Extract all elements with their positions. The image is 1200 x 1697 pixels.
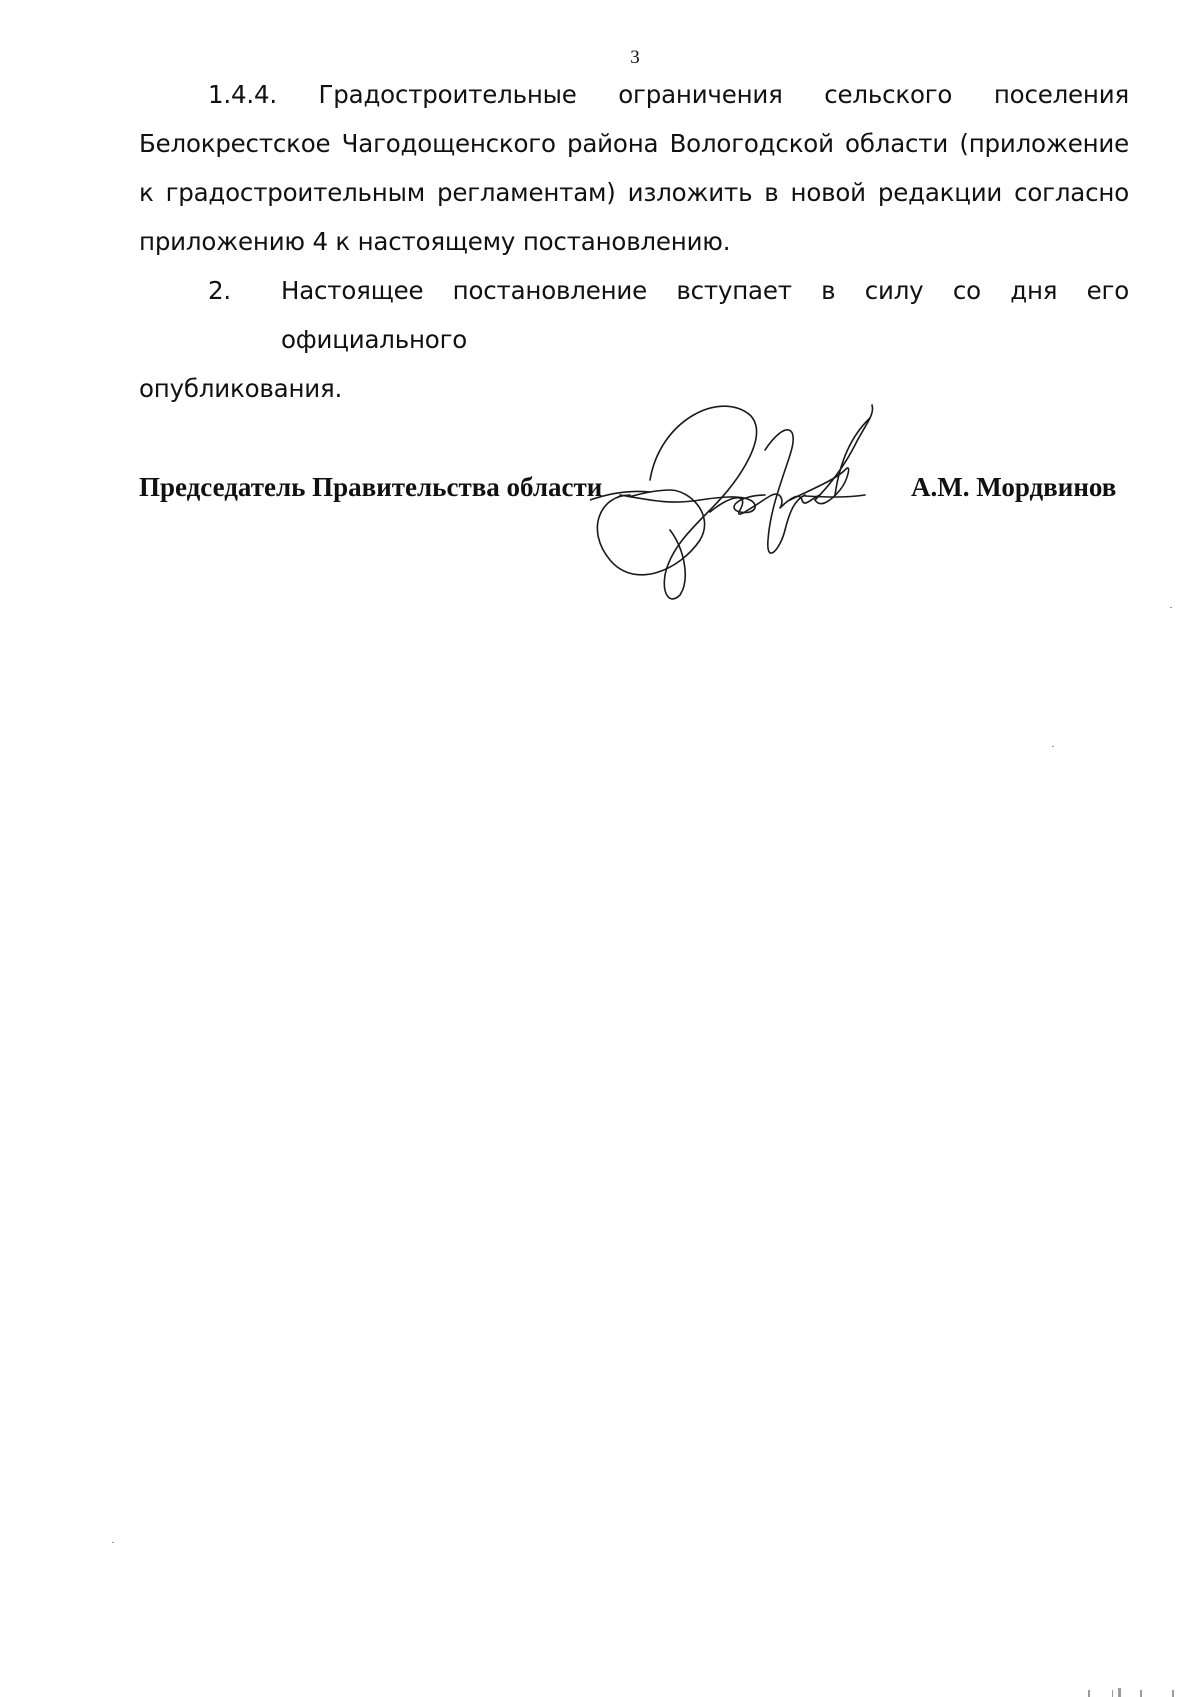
paragraph-1-4-4: 1.4.4. Градостроительные ограничения сельского поселения Белокрестское Чагодощенского района Вологодской области (приложение к градостроительным регламентам) изложить в новой редакции согласно приложению 4 к настоящему постановлению. [139, 80, 1129, 256]
scan-speck [1088, 1690, 1090, 1697]
scan-speck [1118, 1688, 1121, 1697]
paragraph-2-continuation: опубликования. [139, 374, 343, 403]
paragraph-2-text: Настоящее постановление вступает в силу со дня его официального [281, 276, 1129, 354]
paragraph-2 [139, 266, 1129, 364]
scan-speck [1112, 1690, 1113, 1697]
handwritten-signature [590, 400, 950, 610]
signatory-name: А.М. Мордвинов [911, 472, 1117, 502]
paragraph-2-number: 2. [208, 276, 231, 305]
scan-speck [1140, 1690, 1142, 1697]
scan-speck [1052, 746, 1054, 747]
page-number: 3 [630, 47, 640, 68]
scan-speck [112, 1542, 114, 1543]
signatory-title: Председатель Правительства области [139, 472, 603, 502]
scan-speck [1172, 1690, 1174, 1697]
document-body [139, 70, 1129, 413]
scan-speck [1170, 607, 1172, 608]
